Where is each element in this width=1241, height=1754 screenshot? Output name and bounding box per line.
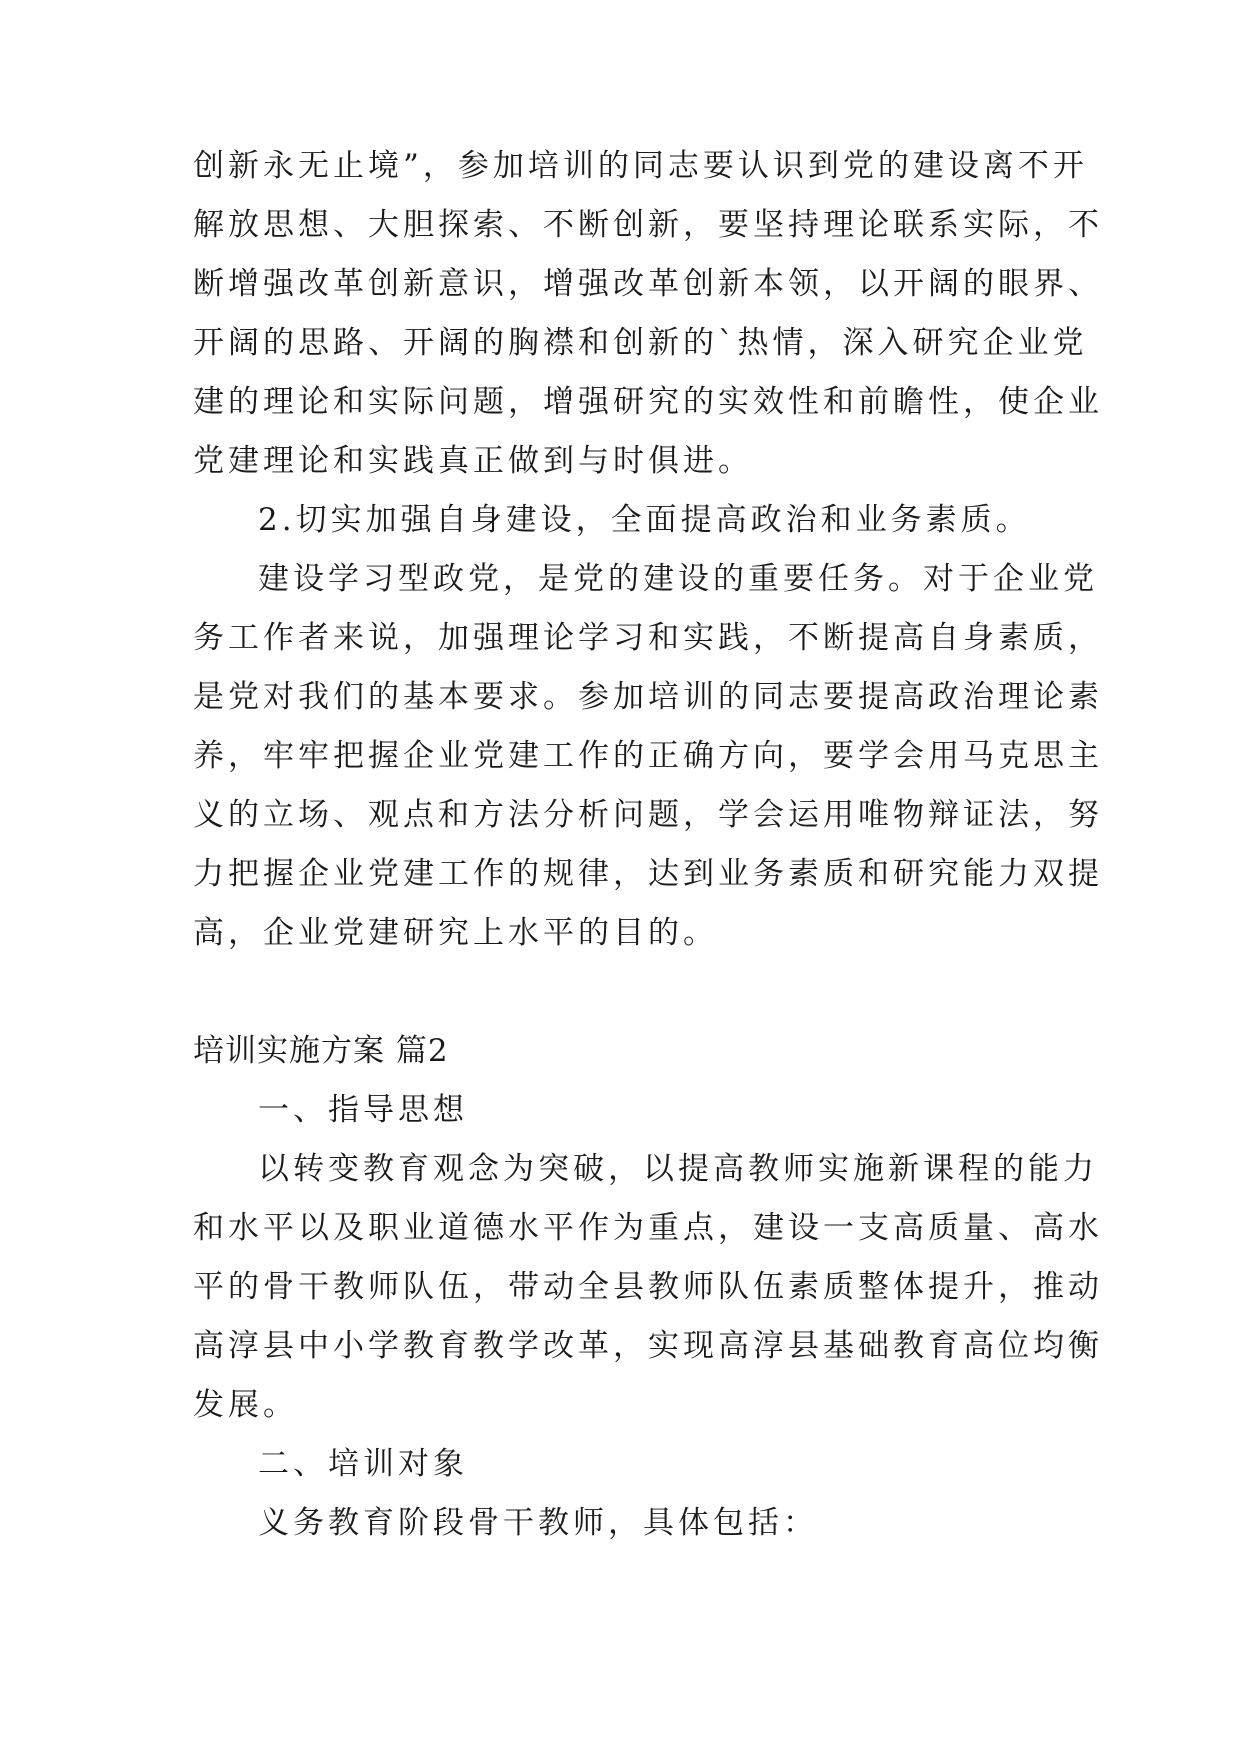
paragraph-line: 建的理论和实际问题，增强研究的实效性和前瞻性，使企业 xyxy=(193,384,1103,420)
section-heading: 二、培训对象 xyxy=(258,1446,468,1482)
section-heading: 一、指导思想 xyxy=(258,1092,468,1128)
paragraph-line: 解放思想、大胆探索、不断创新，要坚持理论联系实际，不 xyxy=(193,207,1103,243)
paragraph-line: 养，牢牢把握企业党建工作的正确方向，要学会用马克思主 xyxy=(193,738,1103,774)
paragraph-line: 创新永无止境”，参加培训的同志要认识到党的建设离不开 xyxy=(193,148,1088,184)
paragraph-line: 和水平以及职业道德水平作为重点，建设一支高质量、高水 xyxy=(193,1210,1103,1246)
paragraph-line: 义务教育阶段骨干教师，具体包括： xyxy=(258,1505,818,1541)
paragraph-line: 高，企业党建研究上水平的目的。 xyxy=(193,915,718,951)
numbered-item: 2.切实加强自身建设，全面提高政治和业务素质。 xyxy=(258,502,1031,538)
paragraph-line: 义的立场、观点和方法分析问题，学会运用唯物辩证法，努 xyxy=(193,797,1103,833)
paragraph-line: 力把握企业党建工作的规律，达到业务素质和研究能力双提 xyxy=(193,856,1103,892)
paragraph-line: 党建理论和实践真正做到与时俱进。 xyxy=(193,443,753,479)
paragraph-line: 断增强改革创新意识，增强改革创新本领，以开阔的眼界、 xyxy=(193,266,1103,302)
paragraph-line: 以转变教育观念为突破，以提高教师实施新课程的能力 xyxy=(258,1151,1098,1187)
section-title: 培训实施方案 篇2 xyxy=(193,1033,449,1069)
paragraph-line: 平的骨干教师队伍，带动全县教师队伍素质整体提升，推动 xyxy=(193,1269,1103,1305)
paragraph-line: 建设学习型政党，是党的建设的重要任务。对于企业党 xyxy=(258,561,1098,597)
paragraph-line: 开阔的思路、开阔的胸襟和创新的`热情，深入研究企业党 xyxy=(193,325,1088,361)
paragraph-line: 是党对我们的基本要求。参加培训的同志要提高政治理论素 xyxy=(193,679,1103,715)
paragraph-line: 务工作者来说，加强理论学习和实践，不断提高自身素质， xyxy=(193,620,1103,656)
paragraph-line: 发展。 xyxy=(193,1387,298,1423)
paragraph-line: 高淳县中小学教育教学改革，实现高淳县基础教育高位均衡 xyxy=(193,1328,1103,1364)
